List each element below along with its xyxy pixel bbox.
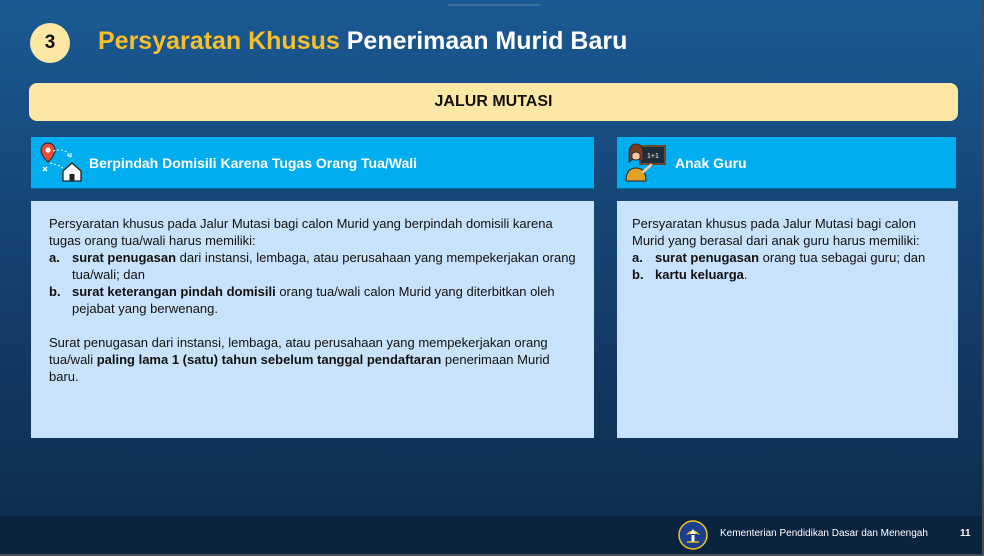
slide-number-badge (30, 23, 70, 63)
slide-number: 3 (44, 32, 56, 53)
relocation-note (49, 334, 576, 385)
list-marker: a. (632, 250, 643, 265)
relocation-header (31, 137, 594, 189)
list-item (49, 283, 576, 317)
title-rest: Penerimaan Murid Baru (346, 27, 628, 55)
footer (0, 516, 984, 556)
list-item-bold: surat penugasan (72, 250, 177, 265)
teacher-blackboard-icon (617, 137, 675, 188)
relocation-header-label: Berpindah Domisili Karena Tugas Orang Tua/Wali (89, 154, 418, 171)
list-marker: b. (49, 284, 61, 299)
blackboard-text: 1+1 (647, 153, 659, 160)
list-item (49, 249, 576, 283)
teacher-child-intro: Persyaratan khusus pada Jalur Mutasi bagi calon Murid yang berasal dari anak guru harus memiliki: (632, 216, 920, 248)
note-bold: paling lama 1 (satu) tahun sebelum tanggal pendaftaran (96, 352, 442, 367)
relocation-intro: Persyaratan khusus pada Jalur Mutasi bagi calon Murid yang berpindah domisili karena tugas orang tua/wali harus memiliki: (49, 216, 553, 248)
list-item-text: orang tua/wali calon Murid yang diterbitkan oleh pejabat yang berwenang. (72, 284, 555, 316)
relocation-requirements-card (31, 201, 594, 438)
banner-label: JALUR MUTASI (434, 93, 553, 110)
teacher-child-header-label: Anak Guru (675, 154, 747, 171)
tut-wuri-handayani-logo (678, 520, 708, 550)
teacher-child-list (632, 249, 940, 283)
list-item (632, 249, 940, 266)
note-text-2: penerimaan Murid baru. (49, 352, 550, 384)
relocation-pin-house-icon (31, 137, 89, 188)
note-text-1: Surat penugasan dari instansi, lembaga, atau perusahaan yang mempekerjakan orang tua/wali (49, 335, 548, 367)
list-marker: b. (632, 267, 644, 282)
list-marker: a. (49, 250, 60, 265)
top-divider (448, 4, 540, 6)
list-item-text: . (743, 267, 748, 282)
list-item-bold: kartu keluarga (655, 267, 744, 282)
list-item-text: dari instansi, lembaga, atau perusahaan yang mempekerjakan orang tua/wali; dan (72, 250, 576, 282)
slide-title (98, 27, 627, 56)
section-banner (29, 83, 958, 121)
ministry-name: Kementerian Pendidikan Dasar dan Menengah (720, 528, 928, 539)
teacher-child-header (617, 137, 956, 189)
list-item-bold: surat keterangan pindah domisili (72, 284, 276, 299)
list-item-bold: surat penugasan (655, 250, 760, 265)
teacher-child-requirements-card (617, 201, 958, 438)
list-item (632, 266, 940, 283)
title-highlight: Persyaratan Khusus (98, 27, 340, 55)
list-item-text: orang tua sebagai guru; dan (759, 250, 926, 265)
page-number: 11 (960, 528, 971, 539)
relocation-list (49, 249, 576, 317)
